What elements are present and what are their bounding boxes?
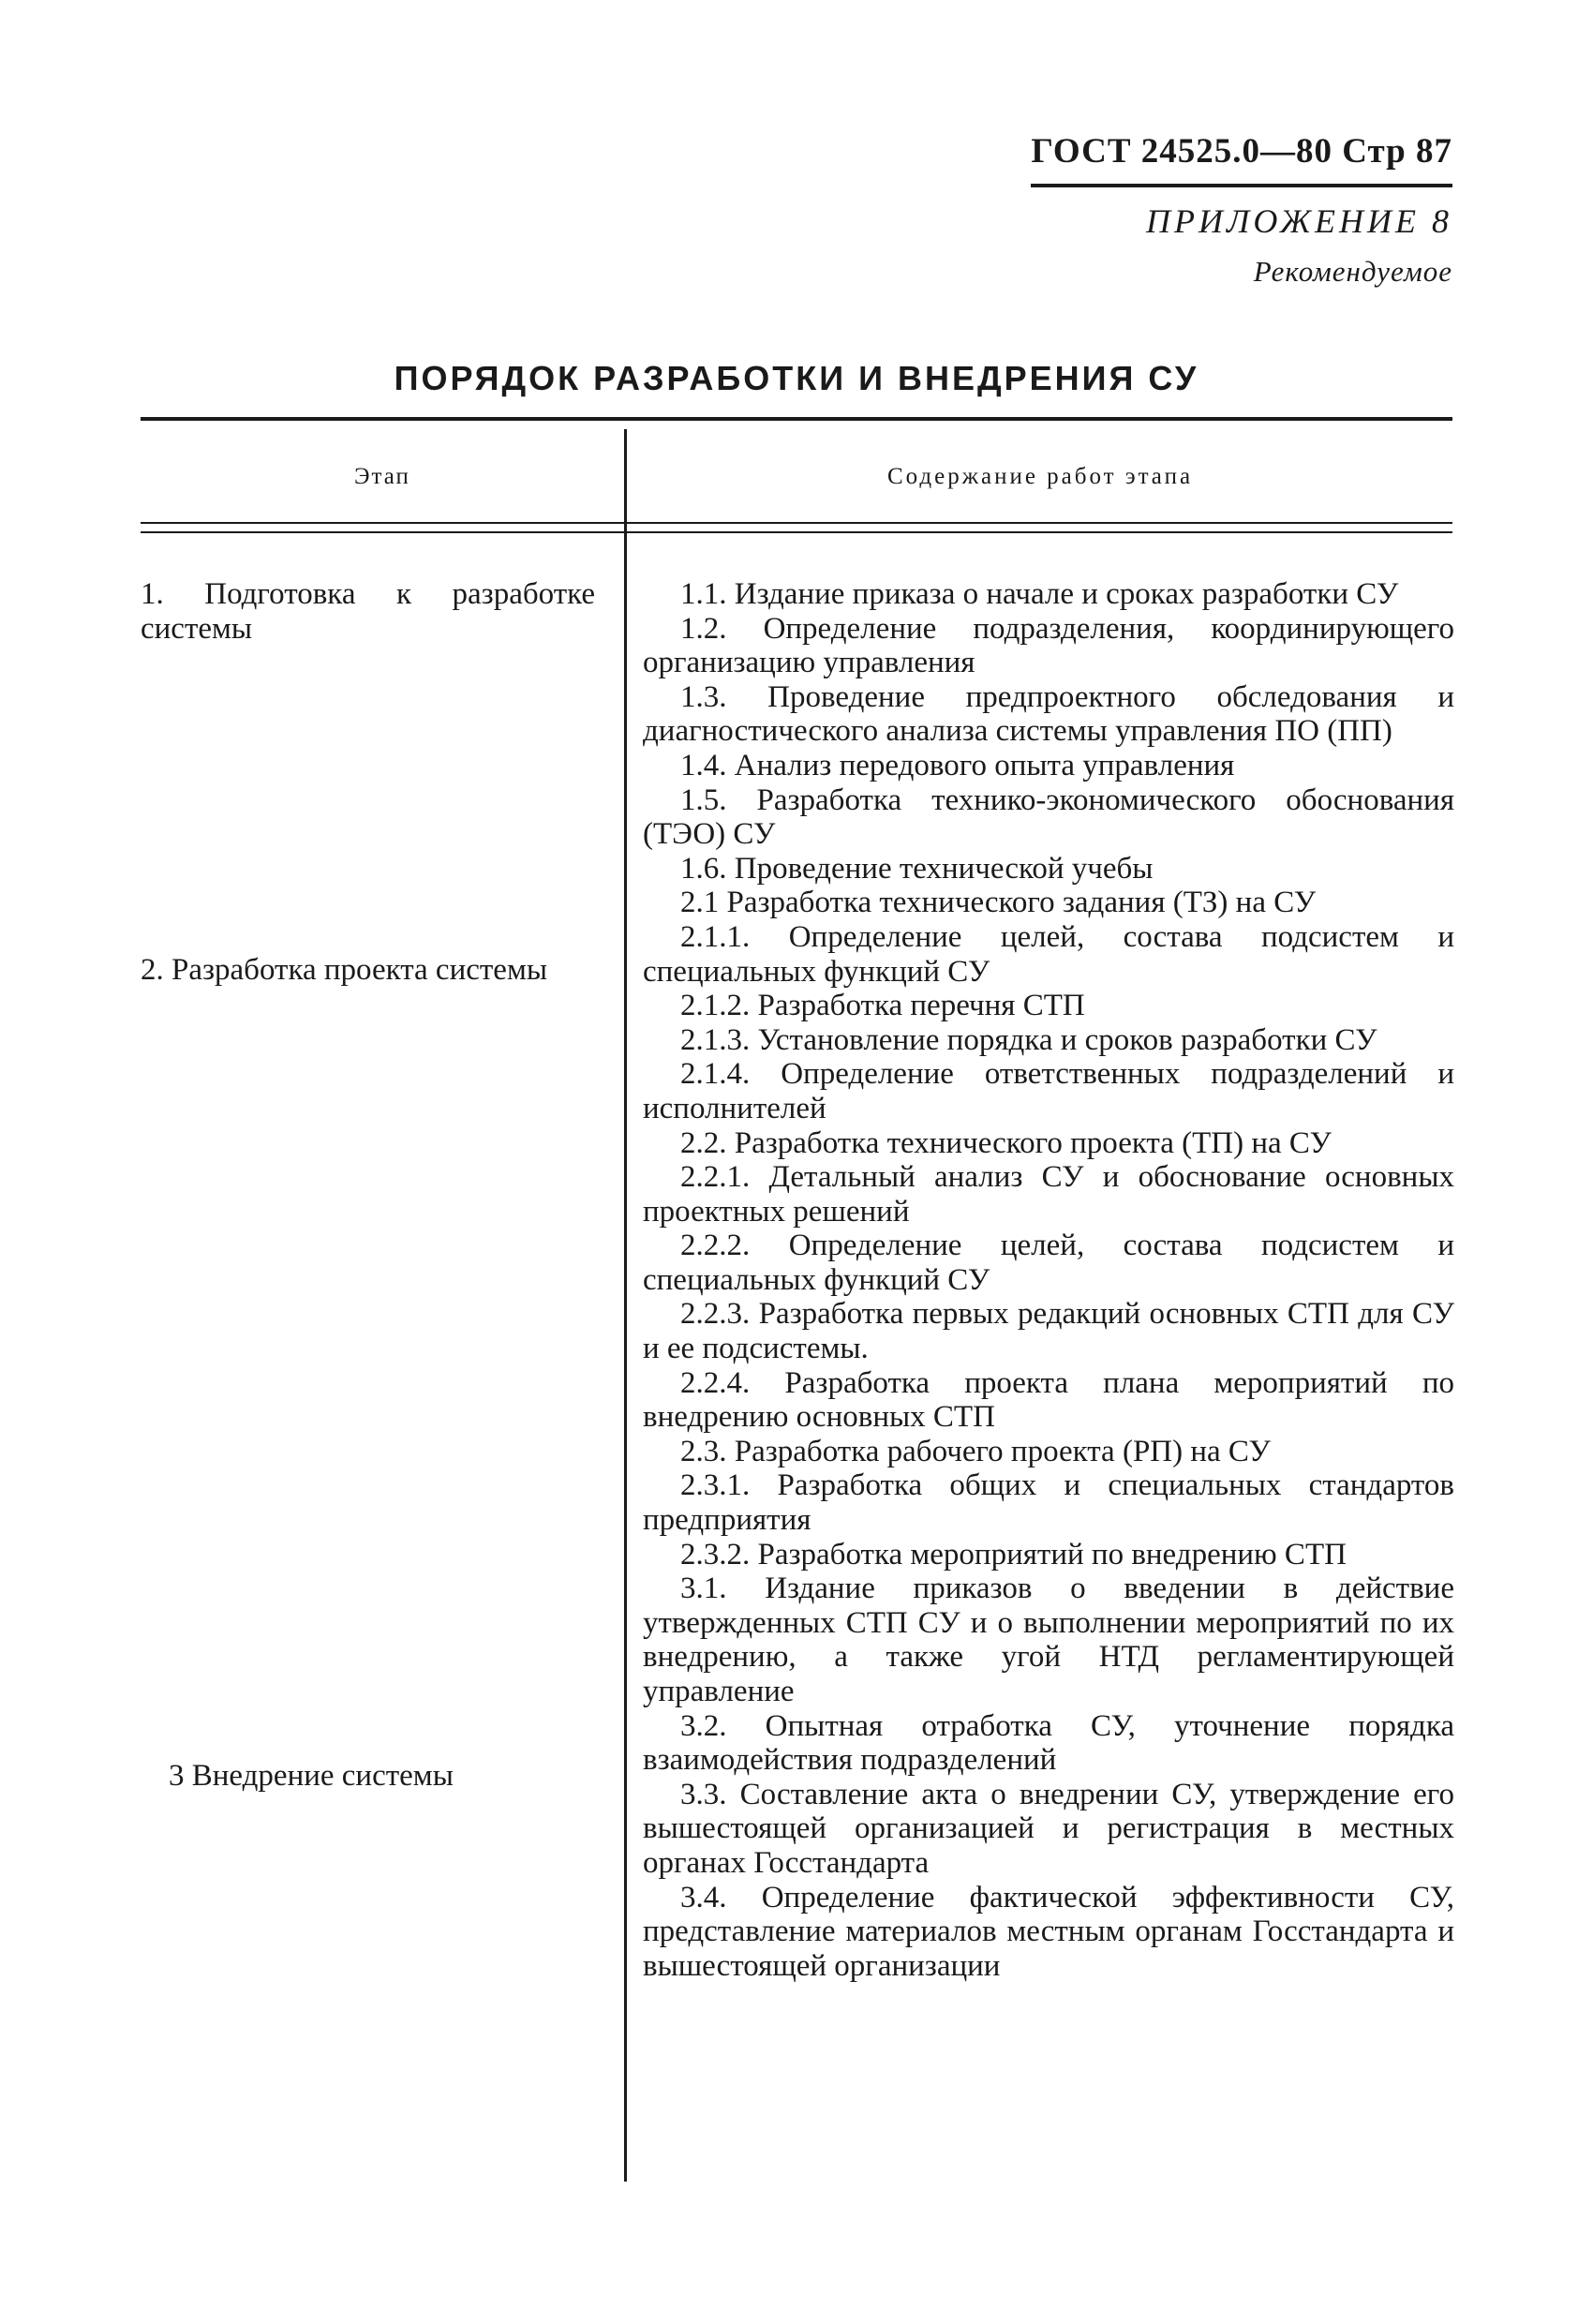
content-item: 2.1.4. Определение ответственных подразделений и исполнителей [643,1057,1454,1125]
column-header-stage: Этап [354,464,410,489]
standard-header: ГОСТ 24525.0—80 Стр 87 [1031,132,1452,171]
content-item: 2.3.1. Разработка общих и специальных стандартов предприятия [643,1468,1454,1538]
header-underline [1031,184,1452,187]
content-item: 1.4. Анализ передового опыта управления [680,748,1235,782]
table-top-rule [141,417,1452,421]
content-item: 2.1.3. Установление порядка и сроков разработки СУ [680,1022,1377,1057]
stage-2: 2. Разработка проекта системы [141,953,547,987]
content-item: 2.3.2. Разработка мероприятий по внедрению СТП [680,1537,1347,1572]
content-item: 1.3. Проведение предпроектного обследования и диагностического анализа системы управления ПО (ПП) [643,679,1454,749]
content-item: 2.2.3. Разработка первых редакций основных СТП для СУ и ее подсистемы. [643,1297,1454,1366]
content-item: 2.2.4. Разработка проекта плана мероприятий по внедрению основных СТП [643,1365,1454,1435]
appendix-label: ПРИЛОЖЕНИЕ 8 [1146,202,1452,240]
content-item: 2.2.1. Детальный анализ СУ и обоснование основных проектных решений [643,1160,1454,1229]
content-item: 3.1. Издание приказов о введении в действие утвержденных СТП СУ и о выполнении мероприятий по их внедрению, а также угой НТД регламентирующей управление [643,1572,1454,1708]
content-item: 1.1. Издание приказа о начале и сроках разработки СУ [680,577,1399,611]
stage-3: 3 Внедрение системы [169,1759,454,1793]
header-rule [141,531,1452,533]
page-title: ПОРЯДОК РАЗРАБОТКИ И ВНЕДРЕНИЯ СУ [394,359,1199,397]
content-item: 2.3. Разработка рабочего проекта (РП) на СУ [680,1434,1271,1468]
column-divider [624,429,627,2182]
content-item: 2.2. Разработка технического проекта (ТП) на СУ [680,1125,1332,1160]
content-item: 1.6. Проведение технической учебы [680,851,1154,886]
content-item: 2.2.2. Определение целей, состава подсистем и специальных функций СУ [643,1229,1454,1297]
appendix-status: Рекомендуемое [1253,255,1452,288]
stage-content [643,577,1454,1983]
content-item: 2.1.2. Разработка перечня СТП [680,989,1085,1023]
content-item: 2.1 Разработка технического задания (ТЗ) на СУ [680,886,1317,920]
content-item: 3.3. Составление акта о внедрении СУ, утверждение его вышестоящей организацией и регистрация в местных органах Госстандарта [643,1777,1454,1880]
stage-1: 1. Подготовка к разработке системы [141,577,595,646]
column-header-content: Содержание работ этапа [886,464,1194,489]
content-item: 3.2. Опытная отработка СУ, уточнение порядка взаимодействия подразделений [643,1708,1454,1778]
content-item: 3.4. Определение фактической эффективности СУ, представление материалов местным органам Госстандарта и вышестоящей организации [643,1880,1454,1983]
content-item: 1.2. Определение подразделения, координирующего организацию управления [643,611,1454,680]
header-rule [141,522,1452,524]
content-item: 1.5. Разработка технико-экономического обоснования (ТЭО) СУ [643,782,1454,852]
content-item: 2.1.1. Определение целей, состава подсистем и специальных функций СУ [643,919,1454,989]
